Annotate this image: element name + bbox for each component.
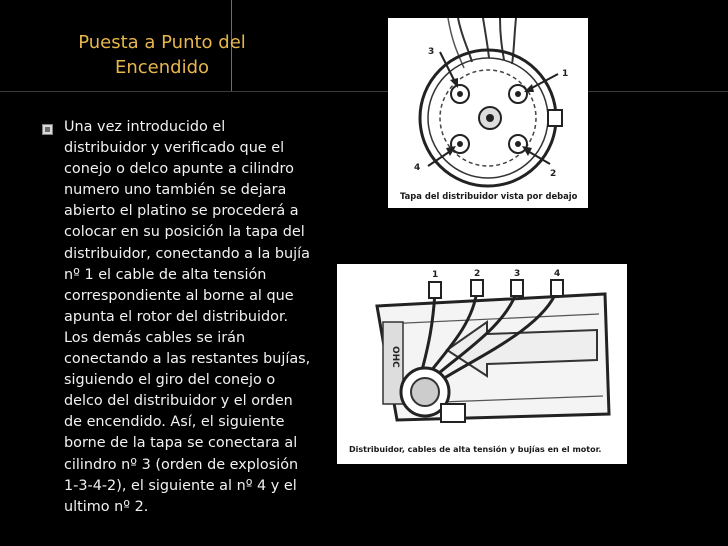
cylinder-label-4: 4 bbox=[554, 269, 561, 279]
cylinder-label-1: 1 bbox=[432, 270, 439, 280]
square-bullet-icon bbox=[42, 124, 53, 135]
body-paragraph bbox=[64, 117, 320, 518]
distributor-cap-drawing bbox=[388, 18, 588, 208]
body-line: siguiendo el giro del conejo o bbox=[64, 372, 276, 389]
slide-title-line: Puesta a Punto del bbox=[78, 32, 246, 53]
body-line: Una vez introducido el bbox=[64, 119, 226, 135]
engine-drawing bbox=[337, 264, 627, 464]
body-line: correspondiente al borne al que bbox=[64, 287, 294, 304]
engine-figure-caption: Distribuidor, cables de alta tensión y bujías en el motor. bbox=[349, 445, 602, 454]
body-line: conejo o delco apunte a cilindro bbox=[64, 161, 294, 178]
body-line: numero uno también se dejara bbox=[64, 182, 287, 199]
cap-label-1: 1 bbox=[562, 69, 569, 79]
cap-label-2: 2 bbox=[550, 169, 557, 179]
body-line: de encendido. Así, el siguiente bbox=[64, 414, 285, 431]
body-line: ultimo nº 2. bbox=[64, 498, 149, 515]
slide-title-line: Encendido bbox=[114, 57, 210, 78]
slide-title bbox=[72, 30, 252, 80]
body-line: borne de la tapa se conectara al bbox=[64, 435, 298, 452]
cylinder-label-3: 3 bbox=[514, 269, 521, 279]
ohc-label: OHC bbox=[390, 346, 400, 368]
body-line: 1-3-4-2), el siguiente al nº 4 y el bbox=[64, 477, 297, 494]
body-line: abierto el platino se procederá a bbox=[64, 203, 299, 220]
body-line: distribuidor y verificado que el bbox=[64, 140, 285, 157]
header-divider bbox=[0, 91, 728, 92]
cap-figure-caption: Tapa del distribuidor vista por debajo bbox=[400, 191, 578, 201]
body-line: cilindro nº 3 (orden de explosión bbox=[64, 456, 299, 473]
body-line: distribuidor, conectando a la bujía bbox=[64, 245, 310, 262]
body-line: Los demás cables se irán bbox=[64, 329, 246, 346]
cap-label-3: 3 bbox=[428, 47, 435, 57]
body-line: delco del distribuidor y el orden bbox=[64, 393, 293, 410]
distributor-cap-figure bbox=[388, 18, 588, 208]
cap-label-4: 4 bbox=[414, 163, 421, 173]
body-line: colocar en su posición la tapa del bbox=[64, 224, 305, 241]
body-line: nº 1 el cable de alta tensión bbox=[64, 266, 267, 283]
body-line: conectando a las restantes bujías, bbox=[64, 351, 311, 368]
engine-figure bbox=[337, 264, 627, 464]
cylinder-label-2: 2 bbox=[474, 269, 481, 279]
body-line: apunta el rotor del distribuidor. bbox=[64, 308, 289, 325]
